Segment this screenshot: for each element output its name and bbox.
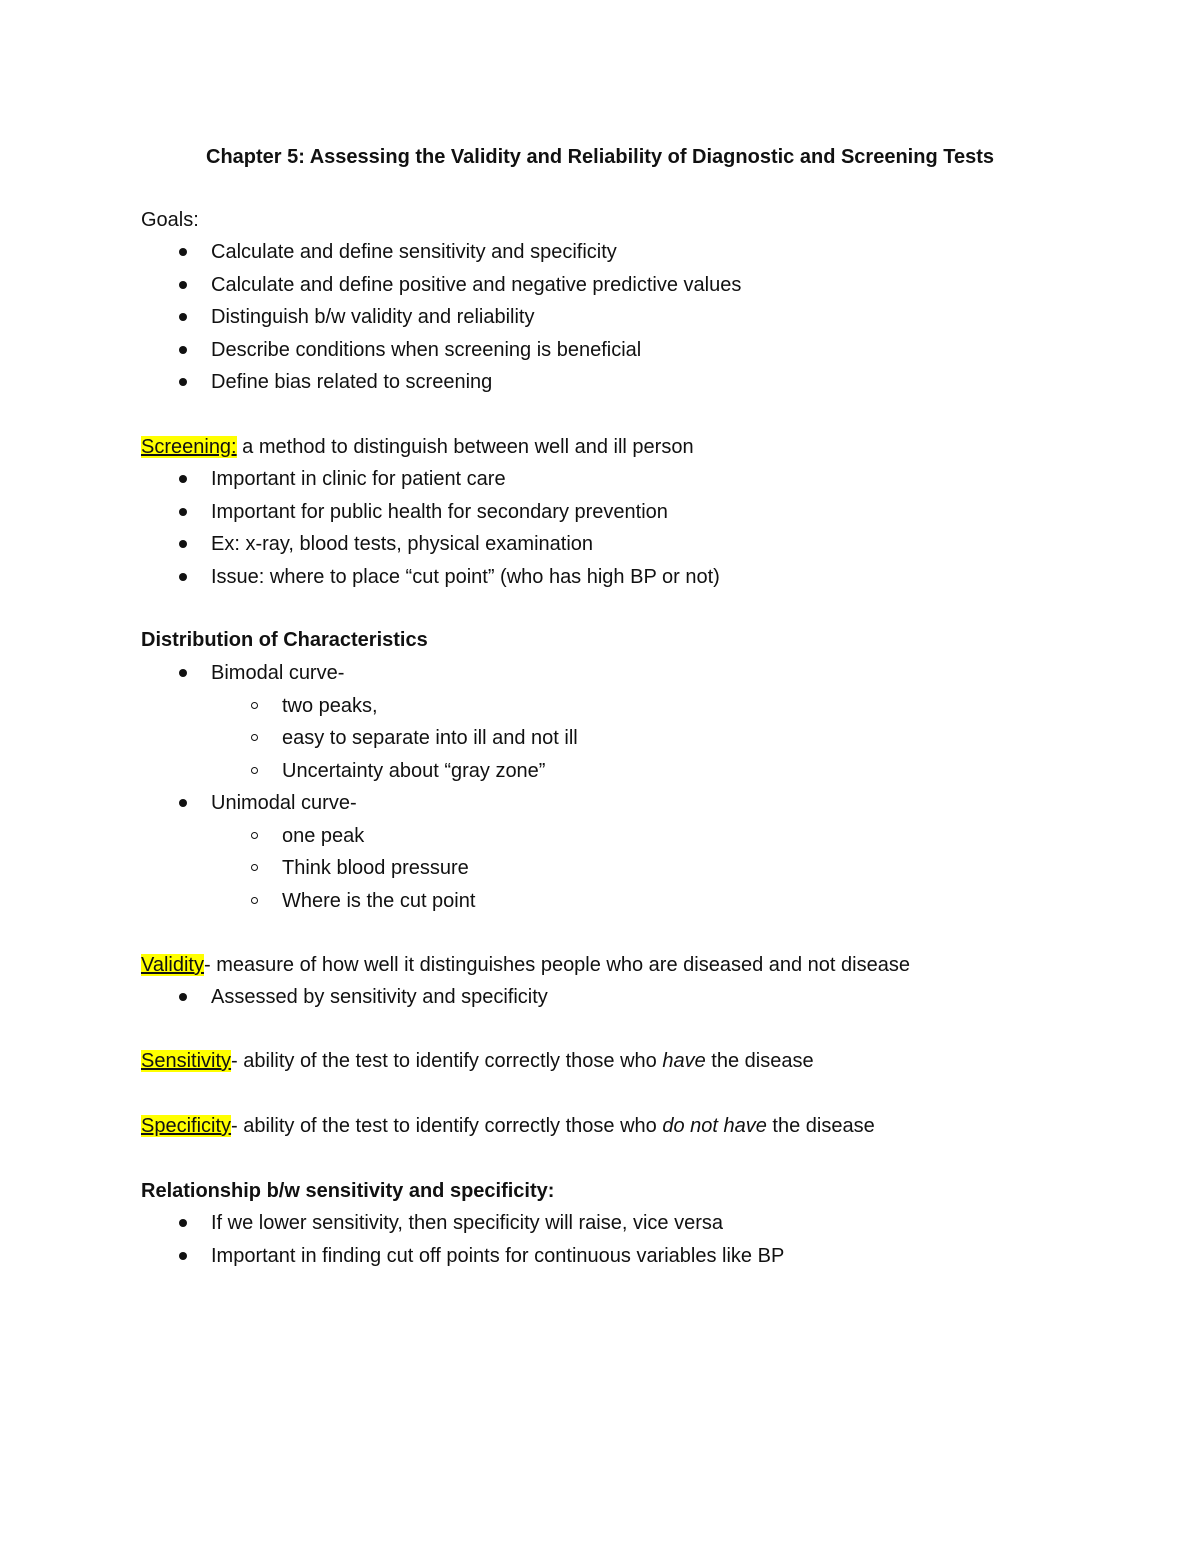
validity-item: Assessed by sensitivity and specificity <box>211 986 548 1008</box>
goals-item: Define bias related to screening <box>211 371 493 393</box>
unimodal-label: Unimodal curve- <box>211 792 357 814</box>
bullet-circle-icon <box>251 734 258 741</box>
bullet-dot-icon <box>179 378 187 386</box>
sensitivity-term: Sensitivity <box>141 1050 232 1072</box>
specificity-definition-end: the disease <box>766 1115 875 1137</box>
screening-definition-line <box>141 434 694 460</box>
bullet-dot-icon <box>179 1252 187 1260</box>
bimodal-item: easy to separate into ill and not ill <box>282 727 578 749</box>
bimodal-item: Uncertainty about “gray zone” <box>282 760 546 782</box>
specificity-term: Specificity <box>141 1115 232 1137</box>
goals-item: Describe conditions when screening is beneficial <box>211 339 642 361</box>
specificity-emphasis: do not have <box>662 1115 767 1137</box>
validity-term: Validity <box>141 954 204 976</box>
sensitivity-definition-end: the disease <box>705 1050 814 1072</box>
bullet-circle-icon <box>251 832 258 839</box>
goals-item: Calculate and define sensitivity and specificity <box>211 241 617 263</box>
sensitivity-definition-line <box>141 1048 814 1074</box>
bullet-dot-icon <box>179 669 187 677</box>
bullet-dot-icon <box>179 1219 187 1227</box>
sensitivity-definition-start: - ability of the test to identify correctly those who <box>231 1050 663 1072</box>
goals-item: Distinguish b/w validity and reliability <box>211 306 535 328</box>
goals-heading: Goals: <box>141 209 199 231</box>
screening-item: Important for public health for secondary prevention <box>211 501 668 523</box>
bullet-dot-icon <box>179 248 187 256</box>
screening-item: Issue: where to place “cut point” (who has high BP or not) <box>211 566 720 588</box>
screening-item: Important in clinic for patient care <box>211 468 506 490</box>
sensitivity-emphasis: have <box>662 1050 706 1072</box>
bullet-circle-icon <box>251 897 258 904</box>
bullet-circle-icon <box>251 767 258 774</box>
bullet-dot-icon <box>179 540 187 548</box>
bimodal-label: Bimodal curve- <box>211 662 345 684</box>
unimodal-item: one peak <box>282 825 365 847</box>
relationship-item: Important in finding cut off points for continuous variables like BP <box>211 1245 785 1267</box>
relationship-item: If we lower sensitivity, then specificity will raise, vice versa <box>211 1212 724 1234</box>
bullet-dot-icon <box>179 281 187 289</box>
bullet-circle-icon <box>251 864 258 871</box>
document-title: Chapter 5: Assessing the Validity and Reliability of Diagnostic and Screening Tests <box>206 146 994 168</box>
bullet-dot-icon <box>179 475 187 483</box>
screening-definition: a method to distinguish between well and ill person <box>236 436 694 458</box>
unimodal-item: Where is the cut point <box>282 890 476 912</box>
bullet-circle-icon <box>251 702 258 709</box>
bullet-dot-icon <box>179 508 187 516</box>
screening-term: Screening: <box>141 436 237 458</box>
unimodal-item: Think blood pressure <box>282 857 469 879</box>
bullet-dot-icon <box>179 993 187 1001</box>
specificity-definition-start: - ability of the test to identify correctly those who <box>231 1115 663 1137</box>
bullet-dot-icon <box>179 313 187 321</box>
specificity-definition-line <box>141 1113 875 1139</box>
bullet-dot-icon <box>179 573 187 581</box>
relationship-heading: Relationship b/w sensitivity and specificity: <box>141 1180 555 1202</box>
validity-definition-line <box>141 952 910 978</box>
validity-definition: - measure of how well it distinguishes people who are diseased and not disease <box>204 954 910 976</box>
bullet-dot-icon <box>179 346 187 354</box>
bimodal-item: two peaks, <box>282 695 378 717</box>
distribution-heading: Distribution of Characteristics <box>141 629 428 651</box>
bullet-dot-icon <box>179 799 187 807</box>
goals-item: Calculate and define positive and negative predictive values <box>211 274 742 296</box>
screening-item: Ex: x-ray, blood tests, physical examination <box>211 533 594 555</box>
